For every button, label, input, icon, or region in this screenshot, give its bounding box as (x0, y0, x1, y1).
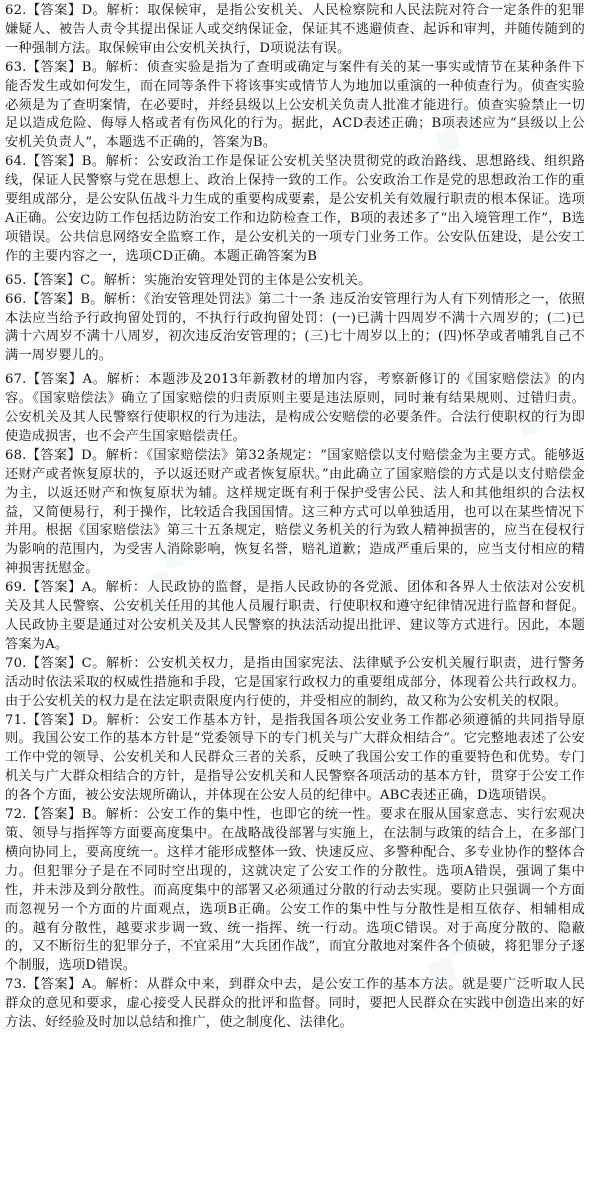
answer-67: 67.【答案】A。解析：本题涉及2013年新教材的增加内容，考察新修订的《国家赔偿法》的内容。《国家赔偿法》确立了国家赔偿的归责原则主要是违法原则，同时兼有结果规则、过错归责。公安机关及其人民警察行使职权的行为违法，是构成公安赔偿的必要条件。合法行使职权的行为即使造成损害，也不会产生国家赔偿责任。 (5, 372, 585, 444)
answer-68: 68.【答案】D。解析：《国家赔偿法》第32条规定：“国家赔偿以支付赔偿金为主要方式。能够返还财产或者恢复原状的，予以返还财产或者恢复原状。”由此确立了国家赔偿的方式是以支付赔偿金为主，以返还财产和恢复原状为辅。这样规定既有利于保护受害公民、法人和其他组织的合法权益，又简便易行，利于操作，比较适合我国国情。这三种方式可以单独适用，也可以在某些情况下并用。根据《国家赔偿法》第三十五条规定，赔偿义务机关的行为致人精神损害的，应当在侵权行为影响的范围内，为受害人消除影响，恢复名誉，赔礼道歉；造成严重后果的，应当支付相应的精神损害抚慰金。 (5, 447, 585, 577)
answer-71: 71.【答案】D。解析：公安工作基本方针，是指我国各项公安业务工作都必须遵循的共同指导原则。我国公安工作的基本方针是“党委领导下的专门机关与广大群众相结合”。它完整地表述了公安工作中党的领导、公安机关和人民群众三者的关系，反映了我国公安工作的重要特色和优势。专门机关与广大群众相结合的方针，是指导公安机关和人民警察各项活动的基本方针，贯穿于公安工作的各个方面，被公安法规所确认，并体现在公安人员的纪律中。ABC表述正确，D选项错误。 (5, 712, 585, 804)
answer-64: 64.【答案】B。解析：公安政治工作是保证公安机关坚决贯彻党的政治路线、思想路线、组织路线，保证人民警察与党在思想上、政治上保持一致的工作。公安政治工作是党的思想政治工作的重要组成部分，是公安队伍战斗力生成的重要构成要素，是公安机关有效履行职责的根本保证。选项A正确。公安边防工作包括边防治安工作和边防检查工作，B项的表述多了“出入境管理工作”，B选项错误。公共信息网络安全监察工作，是公安机关的一项专门业务工作。公安队伍建设，是公安工作的主要内容之一，选项CD正确。本题正确答案为B (5, 154, 585, 264)
watermark-mark: ◆◆◆ (123, 535, 196, 625)
answer-70: 70.【答案】C。解析：公安机关权力，是指由国家宪法、法律赋予公安机关履行职责，进行警务活动时依法采取的权威性措施和手段，它是国家行政权力的重要组成部分，体现着公共行政权力。由于公安机关的权力是在法定职责限度内行使的，并受相应的制约，故又称为公安机关的权限。 (5, 655, 585, 709)
answer-72: 72.【答案】B。解析：公安工作的集中性，也即它的统一性。要求在服从国家意志、实行宏观决策、领导与指挥等方面要高度集中。在战略战役部署与实施上，在法制与政策的结合上，在多部门横向协同上，要高度统一。这样才能形成整体一致、快速反应、多警种配合、多专业协作的整体合力。但犯罪分子是在不同时空出现的，这就决定了公安工作的分散性。选项A错误，强调了集中性，并未涉及到分散性。而高度集中的部署又必须通过分散的行动去实现。要防止只强调一个方面而忽视另一个方面的片面观点，选项B正确。公安工作的集中性与分散性是相互依存、相辅相成的。越有分散性，越要求步调一致、统一指挥、统一行动。选项C错误。对于高度分散的、隐蔽的，又不断衍生的犯罪分子，不宜采用“大兵团作战”，而宜分散地对案件各个侦破，将犯罪分子逐个制服，选项D错误。 (5, 807, 585, 974)
answer-66: 66.【答案】B。解析：《治安管理处罚法》第二十一条 违反治安管理行为人有下列情形之一，依照本法应当给予行政拘留处罚的，不执行行政拘留处罚：(一)已满十四周岁不满十六周岁的；(二)已满十六周岁不满十八周岁，初次违反治安管理的；(三)七十周岁以上的；(四)怀孕或者哺乳自己不满一周岁婴儿的。 (5, 291, 585, 364)
watermark-mark: ◆◆◆◆ (408, 853, 517, 998)
answer-69: 69.【答案】A。解析：人民政协的监督，是指人民政协的各党派、团体和各界人士依法对公安机关及其人民警察、公安机关任用的其他人员履行职责、行使职权和遵守纪律情况进行监督和督促。人民政协主要是通过对公安机关及其人民警察的执法活动提出批评、建议等方式进行。因此，本题答案为A。 (5, 580, 585, 652)
answer-63: 63.【答案】B。解析：侦查实验是指为了查明或确定与案件有关的某一事实或情节在某种条件下能否发生或如何发生，而在同等条件下将该事实或情节人为地加以重演的一种侦查行为。侦查实验必须是为了查明案情，在必要时，并经县级以上公安机关负责人批准才能进行。侦查实验禁止一切足以造成危险、侮辱人格或者有伤风化的行为。据此，ACD表述正确；B项表述应为“县级以上公安机关负责人”，本题选不正确的，答案为B。 (5, 59, 585, 151)
answer-73: 73.【答案】A。解析：从群众中来，到群众中去，是公安工作的基本方法。就是要广泛听取人民群众的意见和要求，虚心接受人民群众的批评和监督。同时，要把人民群众在实践中创造出来的好方法、好经验及时加以总结和推广，使之制度化、法律化。 (5, 977, 585, 1031)
watermark-mark: ◆◆◆◆ (391, 90, 486, 214)
watermark-mark: ◆◆ (506, 389, 557, 444)
watermark-mark: ◆◆◆ (422, 668, 487, 747)
answer-62: 62.【答案】D。解析：取保候审，是指公安机关、人民检察院和人民法院对符合一定条件的犯罪嫌疑人、被告人责令其提出保证人或交纳保证金，保证其不逃避侦查、起诉和审判，并随传随到的一种强制方法。取保候审由公安机关执行，D项说法有误。 (5, 3, 585, 56)
answer-65: 65.【答案】C。解析：实施治安管理处罚的主体是公安机关。 (5, 272, 372, 288)
